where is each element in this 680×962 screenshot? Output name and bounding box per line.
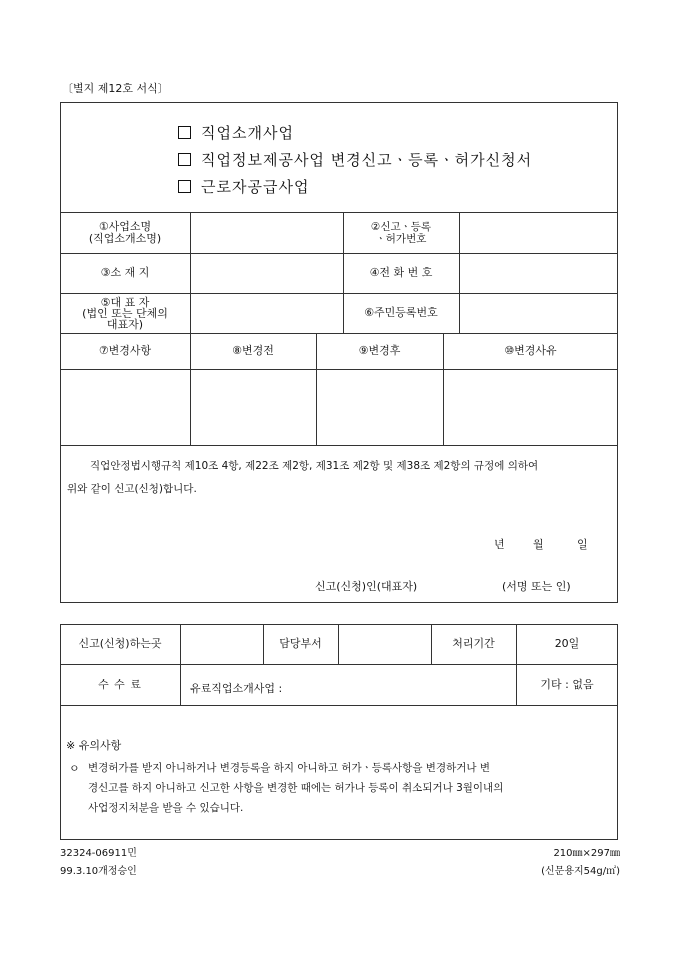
processing-period-value: 20일	[554, 637, 580, 650]
resident-number-input[interactable]	[460, 294, 617, 332]
fee-label: 수 수 료	[98, 678, 142, 691]
notes-line-2: 경신고를 하지 아니하고 신고한 사항을 변경한 때에는 허가나 등록이 취소되거나 3월이내의	[88, 782, 504, 794]
date-year: 년	[494, 538, 505, 551]
registration-number-input[interactable]	[460, 213, 617, 252]
change-item-input[interactable]	[61, 370, 189, 444]
notes-line-3: 사업정지처분을 받을 수 있습니다.	[88, 802, 244, 814]
address-input[interactable]	[191, 254, 342, 292]
declaration-line-2: 위와 같이 신고(신청)합니다.	[67, 483, 197, 495]
notes-title: ※ 유의사항	[66, 739, 122, 752]
department-label: 담당부서	[279, 637, 322, 650]
title-option-info[interactable]: 직업정보제공사업 변경신고ㆍ등록ㆍ허가신청서	[178, 149, 532, 170]
form-code: 32324-06911민	[60, 848, 137, 859]
before-change-input[interactable]	[191, 370, 315, 444]
title-option-placement[interactable]: 직업소개사업	[178, 122, 294, 143]
business-name-label: ①사업소명 (직업소개소명)	[88, 219, 162, 245]
notes-line-1: 변경허가를 받지 아니하거나 변경등록을 하지 아니하고 허가ㆍ등록사항을 변경하거나 변	[88, 762, 490, 774]
after-change-input[interactable]	[317, 370, 442, 444]
approval-date: 99.3.10개정승인	[60, 866, 137, 877]
submit-to-label: 신고(신청)하는곳	[78, 637, 162, 650]
before-change-header: ⑧변경전	[232, 344, 274, 357]
signature-label: (서명 또는 인)	[502, 580, 571, 593]
address-label: ③소 재 지	[100, 266, 150, 279]
date-month: 월	[533, 538, 544, 551]
after-change-header: ⑨변경후	[358, 344, 401, 357]
fee-value: 유료직업소개사업 :	[190, 682, 283, 695]
checkbox-icon[interactable]	[178, 180, 191, 193]
change-reason-input[interactable]	[444, 370, 617, 444]
form-number: 〔별지 제12호 서식〕	[62, 82, 169, 95]
representative-label: ⑤대 표 자 (법인 또는 단체의 대표자)	[82, 295, 168, 331]
paper-type: (신문용지54g/㎡)	[541, 866, 620, 877]
declaration-line-1: 직업안정법시행규칙 제10조 4항, 제22조 제2항, 제31조 제2항 및 제38조 제2항의 규정에 의하여	[90, 460, 539, 472]
title-option-supply[interactable]: 근로자공급사업	[178, 176, 309, 197]
phone-label: ④전 화 번 호	[369, 266, 433, 279]
department-input[interactable]	[339, 625, 430, 663]
representative-input[interactable]	[191, 294, 342, 332]
notes-bullet: ㅇ	[69, 762, 80, 775]
checkbox-icon[interactable]	[178, 126, 191, 139]
resident-number-label: ⑥주민등록번호	[364, 306, 438, 319]
business-name-input[interactable]	[191, 213, 342, 252]
change-item-header: ⑦변경사항	[98, 344, 152, 357]
applicant-label: 신고(신청)인(대표자)	[315, 580, 418, 593]
divider	[60, 445, 618, 446]
change-reason-header: ⑩변경사유	[504, 344, 557, 357]
paper-size: 210㎜×297㎜	[553, 848, 620, 859]
phone-input[interactable]	[460, 254, 617, 292]
registration-number-label: ②신고ㆍ등록 ㆍ허가번호	[370, 220, 432, 245]
date-day: 일	[577, 538, 588, 551]
processing-period-label: 처리기간	[452, 637, 495, 650]
submit-to-input[interactable]	[181, 625, 262, 663]
other-fee: 기타 : 없음	[540, 678, 594, 691]
checkbox-icon[interactable]	[178, 153, 191, 166]
